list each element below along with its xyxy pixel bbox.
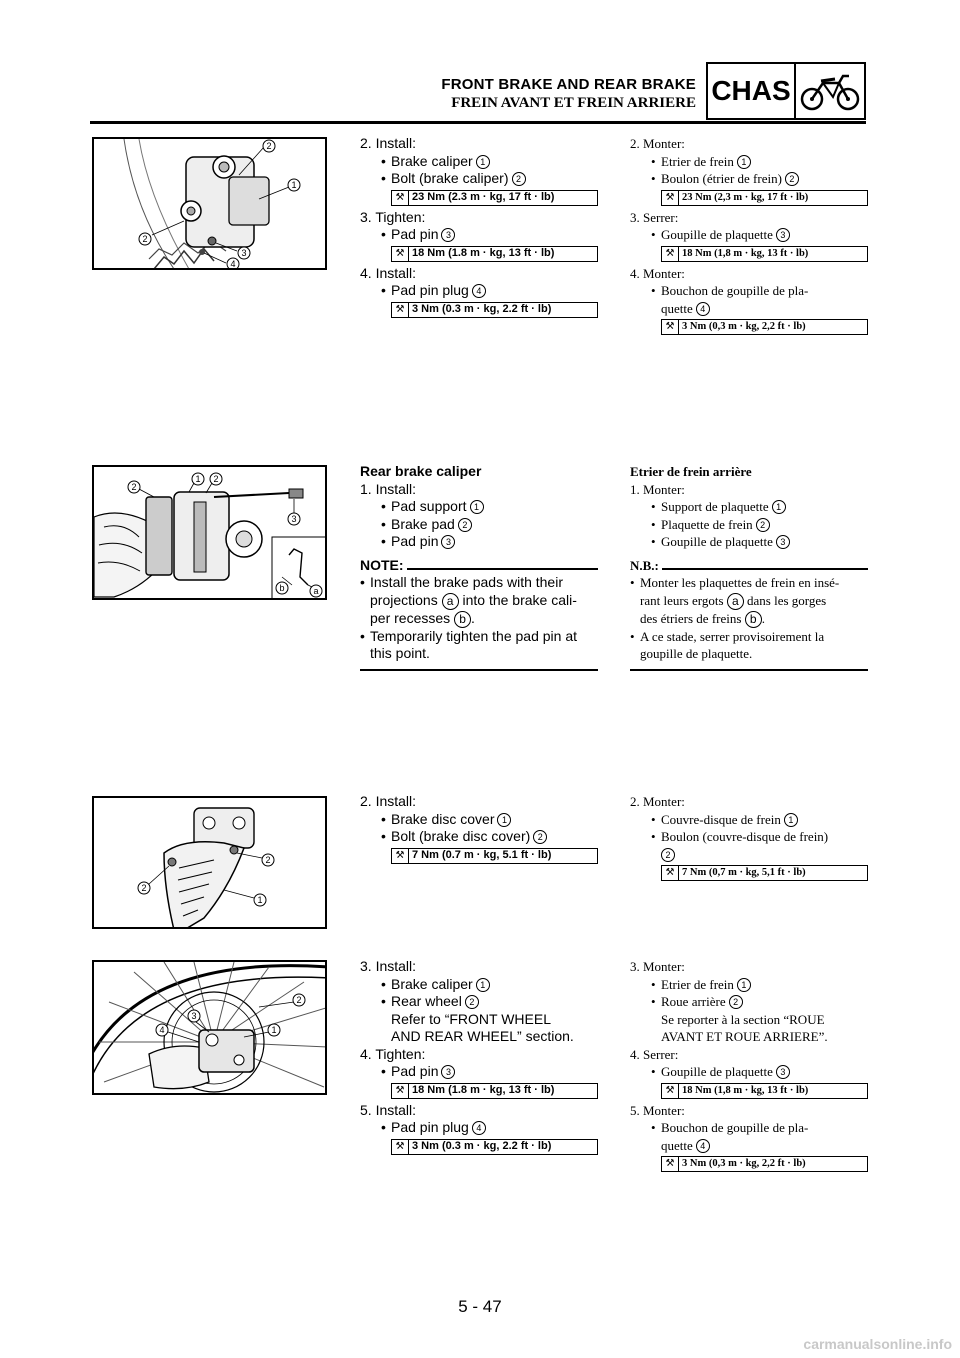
torque-spec: [661, 865, 868, 881]
callout-4: 4: [472, 284, 486, 298]
callout-2: 2: [533, 830, 547, 844]
torque-spec: [661, 1156, 868, 1172]
callout-1: 1: [291, 180, 297, 190]
step-label: 4. Install:: [360, 264, 417, 281]
torque-spec: [391, 1083, 598, 1099]
note-end-rule: [630, 669, 868, 671]
note-text: this point.: [370, 645, 430, 661]
header-title-en: FRONT BRAKE AND REAR BRAKE: [441, 76, 696, 93]
callout-a: a: [313, 586, 319, 596]
item-label: Brake caliper: [391, 152, 473, 169]
item-label: quette: [661, 300, 693, 316]
callout-1: 1: [737, 978, 751, 992]
torque-spec: [661, 319, 868, 335]
torque-value: 7 Nm (0,7 m · kg, 5,1 ft · lb): [682, 867, 806, 879]
callout-3: 3: [191, 1011, 197, 1021]
torque-spec: [391, 848, 598, 864]
callout-4: 4: [159, 1025, 165, 1035]
callout-2: 2: [661, 848, 675, 862]
torque-spec: [391, 246, 598, 262]
torque-value: 18 Nm (1,8 m · kg, 13 ft · lb): [682, 1084, 809, 1096]
section2-en: Rear brake caliper 1. Install: • Pad support 1 • Brake pad 2 • Pad pin 3 NOTE: • Install the brake pads with their projections a into the brake cali- per recesses b . • Temporarily tighten the pad pin at this point.: [360, 463, 598, 671]
note-text: Monter les plaquettes de frein en insé-: [640, 575, 840, 590]
torque-value: 23 Nm (2,3 m · kg, 17 ft · lb): [682, 191, 809, 203]
torque-value: 18 Nm (1,8 m · kg, 13 ft · lb): [682, 247, 809, 259]
wrench-icon: ⚒: [662, 320, 679, 334]
callout-2: 2: [458, 518, 472, 532]
item-label: Pad pin plug: [391, 282, 469, 298]
torque-spec: [661, 190, 868, 206]
callout-1: 1: [257, 895, 263, 905]
torque-value: 18 Nm (1.8 m · kg, 13 ft · lb): [412, 1083, 555, 1096]
callout-1: 1: [476, 978, 490, 992]
callout-2: 2: [142, 234, 148, 244]
torque-spec: [391, 302, 598, 318]
torque-spec: [391, 190, 598, 206]
torque-value: 23 Nm (2.3 m · kg, 17 ft · lb): [412, 190, 555, 203]
item-label: Goupille de plaquette: [661, 227, 773, 242]
callout-2: 2: [512, 172, 526, 186]
callout-3: 3: [441, 535, 455, 549]
wrench-icon: ⚒: [392, 849, 409, 863]
torque-value: 18 Nm (1.8 m · kg, 13 ft · lb): [412, 246, 555, 259]
reference-text: Se reporter à la section “ROUE: [661, 1011, 825, 1027]
note-text: Temporarily tighten the pad pin at: [370, 627, 578, 644]
callout-b: b: [279, 583, 285, 593]
callout-2: 2: [729, 995, 743, 1009]
note-text: des étriers de freins: [640, 610, 742, 626]
torque-value: 3 Nm (0.3 m · kg, 2.2 ft · lb): [412, 1139, 552, 1152]
step-label: 2. Install:: [360, 135, 417, 151]
torque-spec: [661, 246, 868, 262]
callout-1: 1: [772, 500, 786, 514]
step-label: 4. Tighten:: [360, 1045, 426, 1062]
torque-value: 3 Nm (0.3 m · kg, 2.2 ft · lb): [412, 302, 552, 315]
reference-text: Refer to “FRONT WHEEL: [391, 1010, 551, 1027]
item-label: Brake caliper: [391, 975, 473, 992]
page-number: 5 - 47: [458, 1297, 502, 1316]
item-label: Plaquette de frein: [661, 516, 753, 532]
step-label: 4. Monter:: [630, 265, 685, 281]
callout-2: 2: [265, 855, 271, 865]
callout-2: 2: [296, 995, 302, 1005]
callout-4: 4: [230, 259, 236, 269]
section3-en: 2. Install: • Brake disc cover 1 • Bolt (brake disc cover) 2 ⚒ 7 Nm (0.7 m · kg, 5.1 ft · lb): [360, 793, 598, 867]
item-label: Etrier de frein: [661, 153, 734, 169]
callout-2: 2: [785, 172, 799, 186]
item-label: Rear wheel: [391, 993, 462, 1009]
step-label: 2. Monter:: [630, 136, 685, 151]
section4-en: 3. Install: • Brake caliper 1 • Rear wheel 2 Refer to “FRONT WHEEL AND REAR WHEEL” section. 4. Tighten: • Pad pin 3 ⚒ 18 Nm (1.8 m · kg, 13 ft · lb) 5. Install: • Pad pin plug 4 ⚒ 3 Nm (0.3 m · kg, 2.2 ft · lb): [360, 958, 598, 1158]
note-text: rant leurs ergots: [640, 592, 724, 608]
figure-rear-brake-caliper-pads: [92, 465, 327, 600]
callout-4: 4: [472, 1121, 486, 1135]
note-text: per recesses: [370, 609, 451, 626]
section2-fr: Etrier de frein arrière 1. Monter: • Support de plaquette 1 • Plaquette de frein 2 • Goupille de plaquette 3 N.B.: • Monter les plaquettes de frein en insé- rant leurs ergots a dans les gorges des étriers de freins b . • A ce stade, serrer provisoirement la goupille de plaquette.: [630, 463, 868, 671]
wrench-icon: ⚒: [662, 1084, 679, 1098]
callout-3: 3: [776, 1065, 790, 1079]
step-label: 5. Install:: [360, 1101, 417, 1118]
callout-1: 1: [195, 474, 201, 484]
section4-fr: 3. Monter: • Etrier de frein 1 • Roue arrière 2 Se reporter à la section “ROUE AVANT ET ROUE ARRIERE”. 4. Serrer: • Goupille de plaquette 3 ⚒ 18 Nm (1,8 m · kg, 13 ft · lb) 5. Monter: • Bouchon de goupille de pla- quette 4 ⚒ 3 Nm (0,3 m · kg, 2,2 ft · lb): [630, 958, 868, 1175]
callout-3: 3: [776, 535, 790, 549]
note-header: [360, 557, 598, 575]
item-label: Boulon (étrier de frein): [661, 171, 782, 186]
callout-2: 2: [756, 518, 770, 532]
callout-3: 3: [291, 514, 297, 524]
watermark: carmanualsonline.info: [803, 1336, 952, 1352]
section1-en: 2. Install: • Brake caliper 1 • Bolt (brake caliper) 2 ⚒ 23 Nm (2.3 m · kg, 17 ft · lb) 3. Tighten: • Pad pin 3 ⚒ 18 Nm (1.8 m · kg, 13 ft · lb) 4. Install: • Pad pin plug 4 ⚒ 3 Nm (0.3 m · kg, 2.2 ft · lb): [360, 135, 598, 321]
item-label: Bolt (brake disc cover): [391, 828, 531, 844]
note-end-rule: [360, 669, 598, 671]
item-label: Bolt (brake caliper): [391, 170, 509, 186]
callout-a: a: [442, 593, 459, 610]
item-label: Goupille de plaquette: [661, 1064, 773, 1079]
callout-b: b: [454, 611, 471, 628]
step-label: 3. Monter:: [630, 959, 685, 974]
step-label: 1. Monter:: [630, 481, 685, 497]
note-text: goupille de plaquette.: [640, 646, 753, 661]
callout-2: 2: [465, 995, 479, 1009]
figure-front-brake-caliper: [92, 137, 327, 270]
item-label: Pad pin: [391, 226, 439, 242]
section1-fr: 2. Monter: • Etrier de frein 1 • Boulon (étrier de frein) 2 ⚒ 23 Nm (2,3 m · kg, 17 ft · lb) 3. Serrer: • Goupille de plaquette 3 ⚒ 18 Nm (1,8 m · kg, 13 ft · lb) 4. Monter: • Bouchon de goupille de pla- quette 4 ⚒ 3 Nm (0,3 m · kg, 2,2 ft · lb): [630, 135, 868, 338]
callout-1: 1: [271, 1025, 277, 1035]
callout-b: b: [745, 611, 762, 628]
motorcycle-icon: [796, 64, 864, 118]
section3-fr: 2. Monter: • Couvre-disque de frein 1 • Boulon (couvre-disque de frein) 2 ⚒ 7 Nm (0,7 m · kg, 5,1 ft · lb): [630, 793, 868, 884]
figure-brake-disc-cover: [92, 796, 327, 929]
torque-value: 3 Nm (0,3 m · kg, 2,2 ft · lb): [682, 321, 806, 333]
callout-4: 4: [696, 1139, 710, 1153]
item-label: quette: [661, 1137, 693, 1153]
callout-1: 1: [476, 155, 490, 169]
reference-text: AND REAR WHEEL” section.: [391, 1028, 574, 1044]
item-label: Roue arrière: [661, 994, 726, 1009]
item-label: Pad pin: [391, 1063, 439, 1079]
section-heading: Etrier de frein arrière: [630, 464, 752, 479]
wrench-icon: ⚒: [662, 866, 679, 880]
wrench-icon: ⚒: [392, 303, 409, 317]
wrench-icon: ⚒: [662, 247, 679, 261]
step-label: 2. Install:: [360, 793, 417, 809]
wrench-icon: ⚒: [662, 191, 679, 205]
note-text: into the brake cali-: [462, 591, 577, 608]
item-label: Pad support: [391, 498, 467, 514]
wrench-icon: ⚒: [392, 1084, 409, 1098]
callout-1: 1: [784, 813, 798, 827]
item-label: Brake pad: [391, 515, 455, 532]
section-badge: [706, 62, 866, 120]
section-code: CHAS: [708, 64, 796, 118]
step-label: 5. Monter:: [630, 1102, 685, 1118]
note-text: projections: [370, 591, 438, 608]
callout-1: 1: [737, 155, 751, 169]
section-heading: Rear brake caliper: [360, 463, 482, 479]
wrench-icon: ⚒: [392, 1140, 409, 1154]
callout-3: 3: [776, 228, 790, 242]
note-label: NOTE:: [360, 556, 404, 573]
wrench-icon: ⚒: [392, 247, 409, 261]
torque-value: 3 Nm (0,3 m · kg, 2,2 ft · lb): [682, 1158, 806, 1170]
header-title-fr: FREIN AVANT ET FREIN ARRIERE: [451, 95, 696, 111]
callout-2: 2: [266, 141, 272, 151]
item-label: Boulon (couvre-disque de frein): [661, 829, 829, 844]
callout-1: 1: [497, 813, 511, 827]
note-text: A ce stade, serrer provisoirement la: [640, 628, 825, 644]
note-label: N.B.:: [630, 557, 659, 573]
header-rule: [90, 121, 866, 124]
callout-2: 2: [213, 474, 219, 484]
torque-value: 7 Nm (0.7 m · kg, 5.1 ft · lb): [412, 848, 552, 861]
item-label: Support de plaquette: [661, 499, 769, 514]
item-label: Bouchon de goupille de pla-: [661, 283, 809, 298]
callout-1: 1: [470, 500, 484, 514]
item-label: Pad pin plug: [391, 1119, 469, 1135]
wrench-icon: ⚒: [392, 191, 409, 205]
step-label: 3. Tighten:: [360, 208, 426, 225]
item-label: Goupille de plaquette: [661, 534, 773, 549]
note-text: Install the brake pads with their: [370, 574, 563, 590]
step-label: 2. Monter:: [630, 794, 685, 809]
step-label: 4. Serrer:: [630, 1046, 679, 1062]
item-label: Pad pin: [391, 533, 439, 549]
item-label: Brake disc cover: [391, 810, 495, 827]
callout-3: 3: [441, 228, 455, 242]
note-header: [630, 557, 868, 575]
item-label: Couvre-disque de frein: [661, 811, 781, 827]
step-label: 3. Install:: [360, 958, 417, 974]
step-label: 3. Serrer:: [630, 209, 679, 225]
wrench-icon: ⚒: [662, 1157, 679, 1171]
item-label: Bouchon de goupille de pla-: [661, 1120, 809, 1135]
note-text: dans les gorges: [747, 592, 827, 608]
torque-spec: [391, 1139, 598, 1155]
torque-spec: [661, 1083, 868, 1099]
figure-rear-wheel-caliper: [92, 960, 327, 1095]
callout-2: 2: [131, 482, 137, 492]
callout-2: 2: [141, 883, 147, 893]
callout-3: 3: [441, 1065, 455, 1079]
callout-3: 3: [241, 248, 247, 258]
item-label: Etrier de frein: [661, 976, 734, 992]
reference-text: AVANT ET ROUE ARRIERE”.: [661, 1029, 828, 1044]
callout-4: 4: [696, 302, 710, 316]
step-label: 1. Install:: [360, 480, 417, 497]
callout-a: a: [727, 593, 744, 610]
